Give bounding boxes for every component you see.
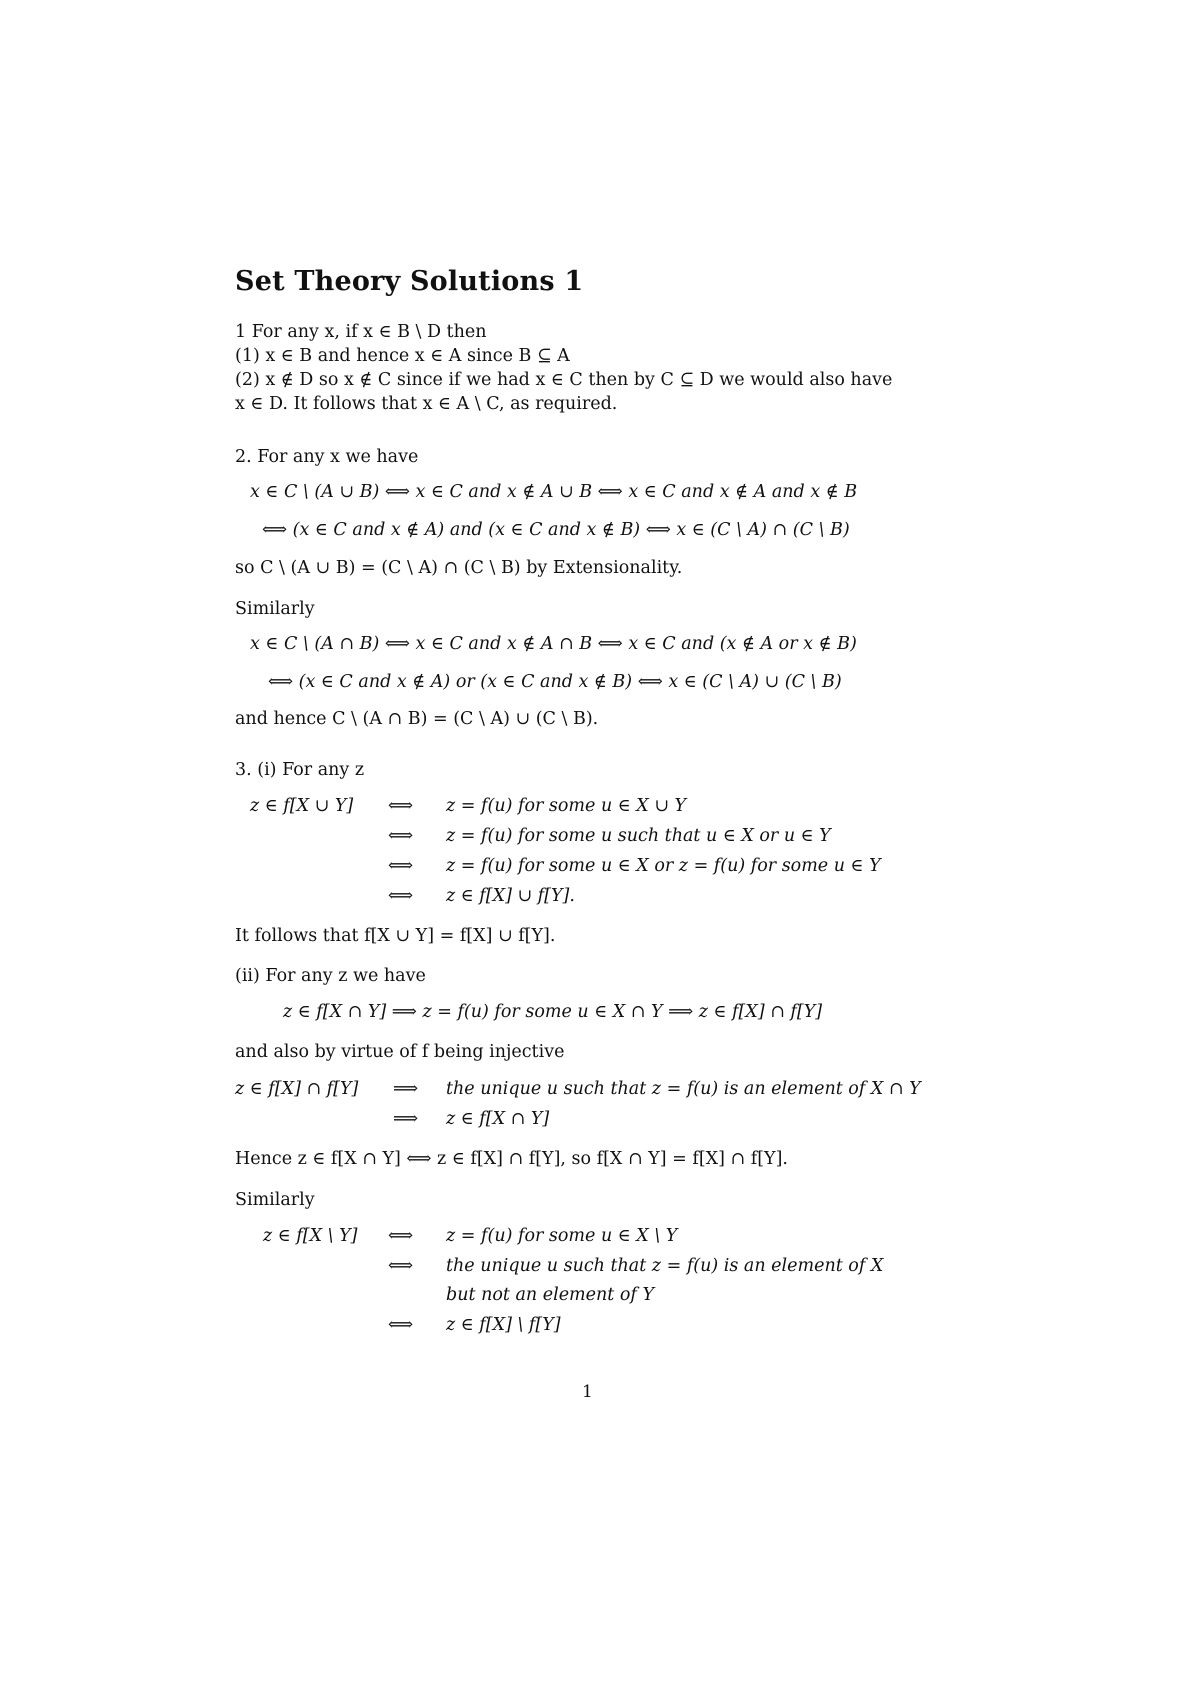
part-i-arrow-2: ⟺ [388,826,414,846]
part-ii-arrow-2: ⟹ [393,1109,419,1129]
part-ii-step-2: z ∈ f[X ∩ Y] [446,1109,550,1129]
part-i-step-2: z = f(u) for some u such that u ∈ X or u ∈ Y [446,826,831,846]
part-i-arrow-4: ⟺ [388,886,414,906]
problem-2-equation-1: x ∈ C \ (A ∪ B) ⟺ x ∈ C and x ∉ A ∪ B ⟺ x ∈ C and x ∉ A and x ∉ B [250,482,858,502]
problem-3-intro: 3. (i) For any z [235,760,365,780]
part-ii-lhs: z ∈ f[X] ∩ f[Y] [235,1079,359,1099]
problem-1-line-3: (2) x ∉ D so x ∉ C since if we had x ∈ C then by C ⊆ D we would also have [235,370,893,390]
problem-2-conclusion-2: and hence C \ (A ∩ B) = (C \ A) ∪ (C \ B). [235,709,599,729]
part-ii-conclusion: Hence z ∈ f[X ∩ Y] ⟺ z ∈ f[X] ∩ f[Y], so f[X ∩ Y] = f[X] ∩ f[Y]. [235,1149,788,1169]
problem-2-conclusion-1: so C \ (A ∪ B) = (C \ A) ∩ (C \ B) by Extensionality. [235,558,683,578]
part-iii-similarly: Similarly [235,1190,315,1210]
part-i-arrow-1: ⟺ [388,796,414,816]
problem-2-intro: 2. For any x we have [235,447,419,467]
problem-2-equation-3: x ∈ C \ (A ∩ B) ⟺ x ∈ C and x ∉ A ∩ B ⟺ x ∈ C and (x ∉ A or x ∉ B) [250,634,857,654]
part-ii-arrow-1: ⟹ [393,1079,419,1099]
problem-1-line-1: 1 For any x, if x ∈ B \ D then [235,322,487,342]
part-iii-arrow-1: ⟺ [388,1226,414,1246]
part-ii-injective-note: and also by virtue of f being injective [235,1042,565,1062]
problem-2-equation-2: ⟺ (x ∈ C and x ∉ A) and (x ∈ C and x ∉ B) ⟺ x ∈ (C \ A) ∩ (C \ B) [262,520,850,540]
problem-1-line-2: (1) x ∈ B and hence x ∈ A since B ⊆ A [235,346,570,366]
problem-1-line-4: x ∈ D. It follows that x ∈ A \ C, as required. [235,394,618,414]
part-iii-step-1: z = f(u) for some u ∈ X \ Y [446,1226,678,1246]
part-ii-step-1: the unique u such that z = f(u) is an element of X ∩ Y [446,1079,921,1099]
part-iii-step-2-continued: but not an element of Y [446,1285,654,1305]
part-ii-equation: z ∈ f[X ∩ Y] ⟹ z = f(u) for some u ∈ X ∩ Y ⟹ z ∈ f[X] ∩ f[Y] [283,1002,823,1022]
part-iii-arrow-2: ⟺ [388,1256,414,1276]
part-iii-lhs: z ∈ f[X \ Y] [263,1226,358,1246]
part-i-arrow-3: ⟺ [388,856,414,876]
part-iii-step-3: z ∈ f[X] \ f[Y] [446,1315,561,1335]
part-iii-step-2: the unique u such that z = f(u) is an element of X [446,1256,884,1276]
part-ii-intro: (ii) For any z we have [235,966,426,986]
part-i-step-3: z = f(u) for some u ∈ X or z = f(u) for some u ∈ Y [446,856,881,876]
part-i-conclusion: It follows that f[X ∪ Y] = f[X] ∪ f[Y]. [235,926,556,946]
page-title: Set Theory Solutions 1 [235,266,584,297]
problem-2-similarly: Similarly [235,599,315,619]
page-number: 1 [582,1382,593,1402]
part-i-lhs: z ∈ f[X ∪ Y] [250,796,354,816]
part-iii-arrow-3: ⟺ [388,1315,414,1335]
problem-2-equation-4: ⟺ (x ∈ C and x ∉ A) or (x ∈ C and x ∉ B) ⟺ x ∈ (C \ A) ∪ (C \ B) [268,672,842,692]
part-i-step-1: z = f(u) for some u ∈ X ∪ Y [446,796,687,816]
part-i-step-4: z ∈ f[X] ∪ f[Y]. [446,886,575,906]
